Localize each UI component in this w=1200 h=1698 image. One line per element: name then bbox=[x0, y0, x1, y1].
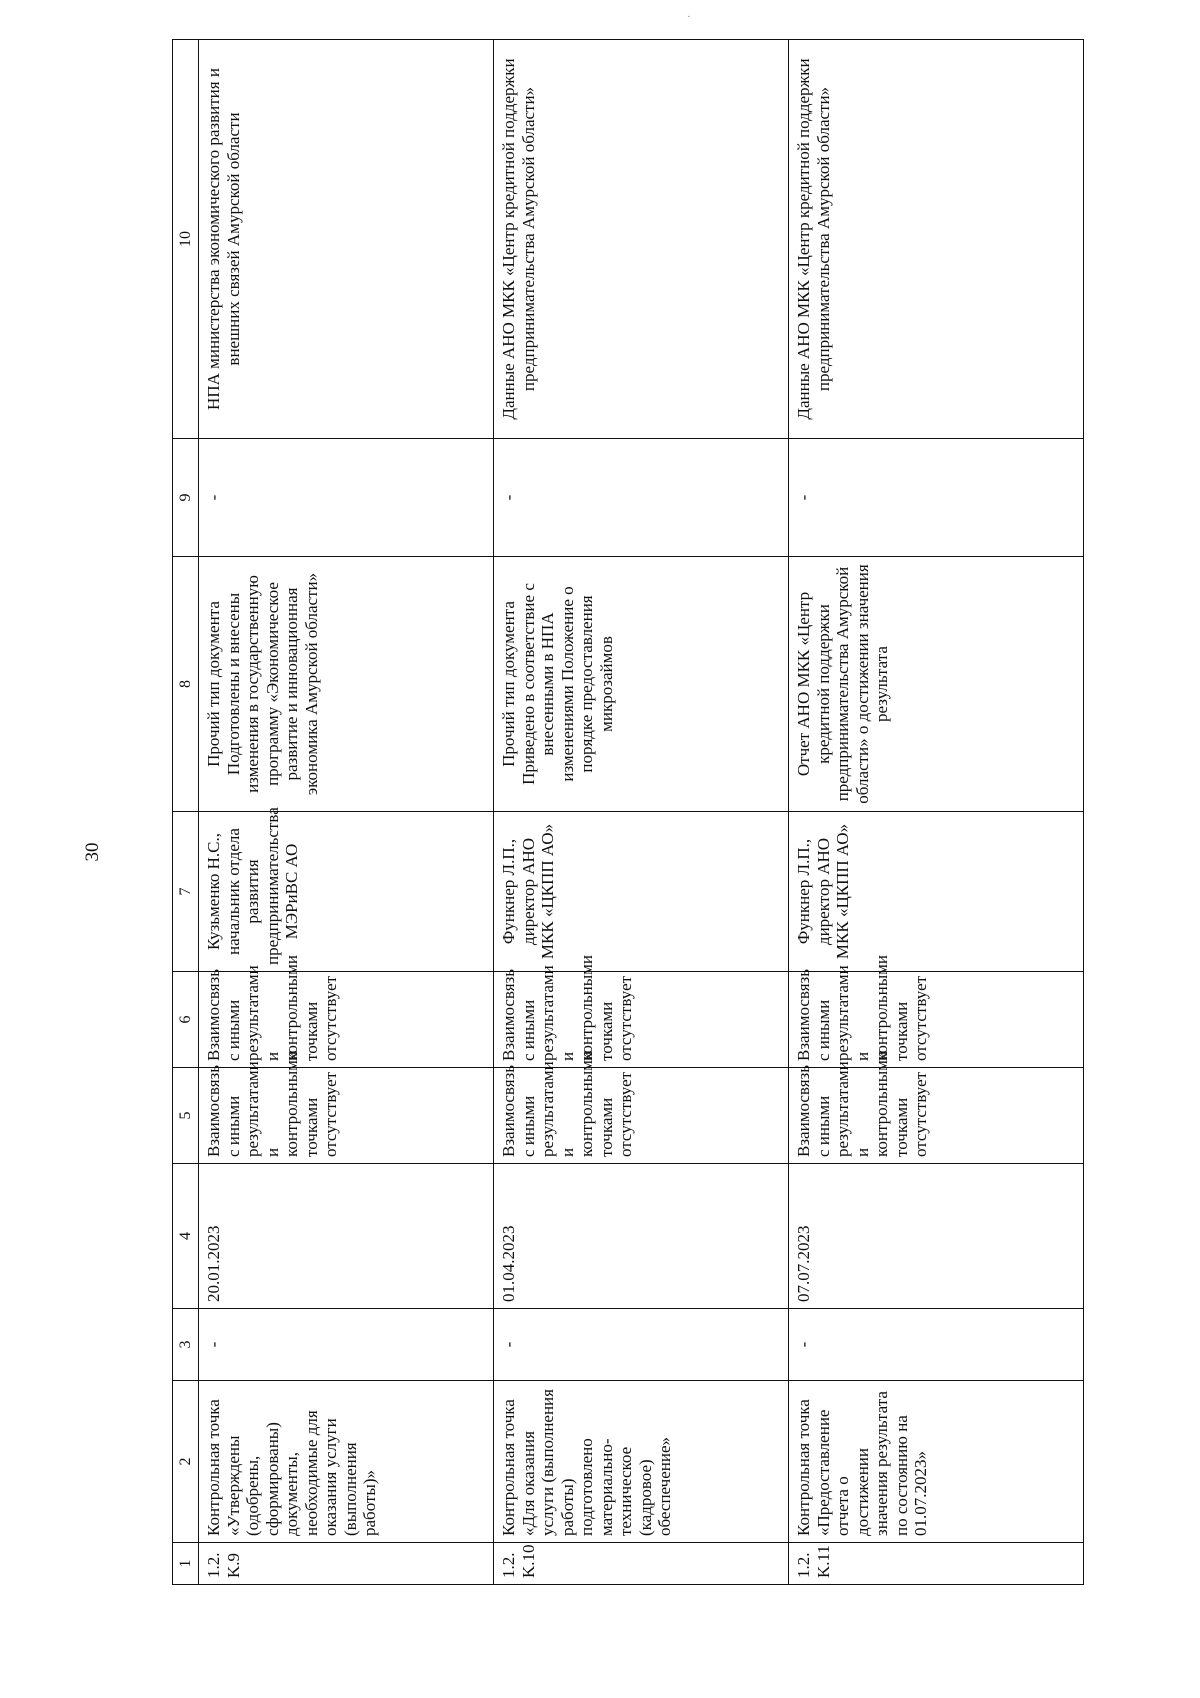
responsible-person: Функнер Л.П., директор АНО МКК «ЦКПП АО» bbox=[494, 812, 789, 972]
base-value: - bbox=[199, 1309, 494, 1381]
previous-links: Взаимосвязь с иными результатами и контрольными точками отсутствует bbox=[789, 1068, 1084, 1164]
due-date: 20.01.2023 bbox=[199, 1164, 494, 1309]
header-cell-2: 2 bbox=[173, 1381, 199, 1543]
scan-speck: · bbox=[687, 11, 691, 23]
base-value: - bbox=[789, 1309, 1084, 1381]
header-cell-10: 10 bbox=[173, 40, 199, 439]
control-point-name: Контрольная точка «Утверждены (одобрены, сформированы) документы, необходимые для оказания услуги (выполнения работы)» bbox=[199, 1381, 494, 1543]
column-9-value: - bbox=[789, 439, 1084, 557]
header-cell-3: 3 bbox=[173, 1309, 199, 1381]
header-cell-5: 5 bbox=[173, 1068, 199, 1164]
header-cell-8: 8 bbox=[173, 557, 199, 812]
base-value: - bbox=[494, 1309, 789, 1381]
control-points-table-wrapper bbox=[172, 40, 1124, 1585]
due-date: 01.04.2023 bbox=[494, 1164, 789, 1309]
table-row bbox=[789, 40, 1084, 1585]
table-row bbox=[494, 40, 789, 1585]
header-cell-4: 4 bbox=[173, 1164, 199, 1309]
due-date: 07.07.2023 bbox=[789, 1164, 1084, 1309]
responsible-person: Функнер Л.П., директор АНО МКК «ЦКПП АО» bbox=[789, 812, 1084, 972]
control-point-name: Контрольная точка «Для оказания услуги (выполнения работы) подготовлено материально-техническое (кадровое) обеспечение» bbox=[494, 1381, 789, 1543]
page-number: 30 bbox=[82, 842, 103, 862]
table-row bbox=[199, 40, 494, 1585]
row-number: 1.2. K.10 bbox=[494, 1543, 789, 1585]
information-source: Данные АНО МКК «Центр кредитной поддержки предпринимательства Амурской области» bbox=[789, 40, 1084, 439]
header-cell-7: 7 bbox=[173, 812, 199, 972]
row-number: 1.2. K.11 bbox=[789, 1543, 1084, 1585]
header-cell-6: 6 bbox=[173, 972, 199, 1068]
next-links: Взаимосвязь с иными результатами и контрольными точками отсутствует bbox=[494, 972, 789, 1068]
header-cell-9: 9 bbox=[173, 439, 199, 557]
previous-links: Взаимосвязь с иными результатами и контрольными точками отсутствует bbox=[199, 1068, 494, 1164]
next-links: Взаимосвязь с иными результатами и контрольными точками отсутствует bbox=[789, 972, 1084, 1068]
information-source: Данные АНО МКК «Центр кредитной поддержки предпринимательства Амурской области» bbox=[494, 40, 789, 439]
previous-links: Взаимосвязь с иными результатами и контрольными точками отсутствует bbox=[494, 1068, 789, 1164]
information-source: НПА министерства экономического развития и внешних связей Амурской области bbox=[199, 40, 494, 439]
control-point-name: Контрольная точка «Предоставление отчета о достижении значения результата по состоянию на 01.07.2023» bbox=[789, 1381, 1084, 1543]
next-links: Взаимосвязь с иными результатами и контрольными точками отсутствует bbox=[199, 972, 494, 1068]
column-9-value: - bbox=[494, 439, 789, 557]
header-cell-1: 1 bbox=[173, 1543, 199, 1585]
responsible-person: Кузьменко Н.С., начальник отдела развития предпринимательства МЭРиВС АО bbox=[199, 812, 494, 972]
row-number: 1.2. K.9 bbox=[199, 1543, 494, 1585]
header-row bbox=[173, 40, 199, 1585]
column-9-value: - bbox=[199, 439, 494, 557]
document-type: Прочий тип документа Приведено в соответствие с внесенными в НПА изменениями Положение о порядке предоставления микрозаймов bbox=[494, 557, 789, 812]
document-type: Отчет АНО МКК «Центр кредитной поддержки предпринимательства Амурской области» о достижении значения результата bbox=[789, 557, 1084, 812]
document-type: Прочий тип документа Подготовлены и внесены изменения в государственную программу «Экономическое развитие и инновационная экономика Амурской области» bbox=[199, 557, 494, 812]
control-points-table bbox=[172, 39, 1084, 1585]
